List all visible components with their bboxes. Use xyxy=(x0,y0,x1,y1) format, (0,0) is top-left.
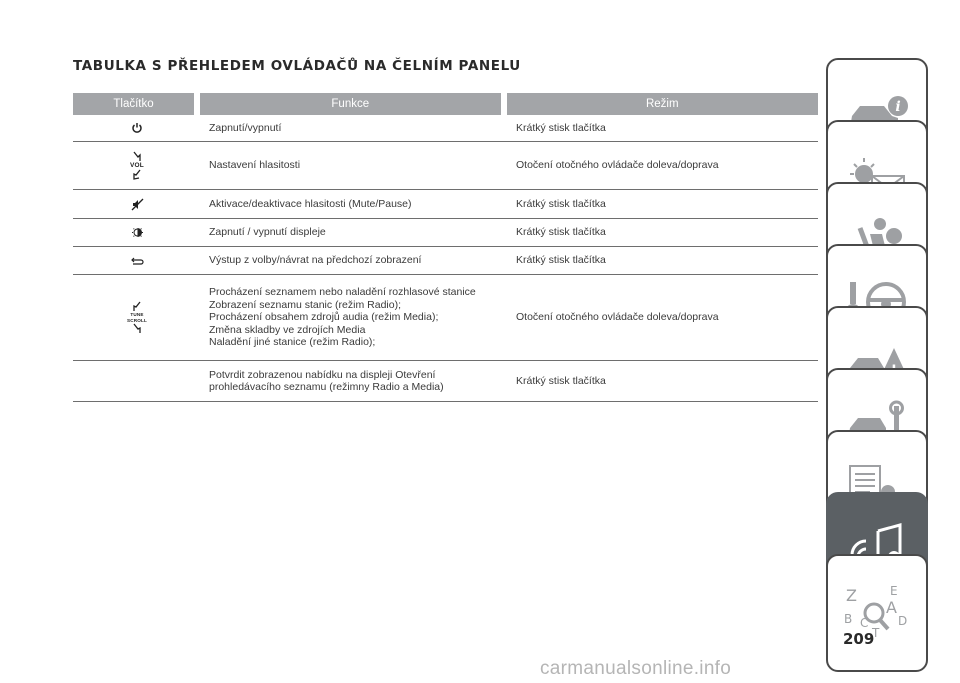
function-text: Potvrdit zobrazenou nabídku na displeji Otevření xyxy=(209,368,436,381)
table-row xyxy=(73,142,818,190)
function-text: Zobrazení seznamu stanic (režim Radio); xyxy=(209,298,401,311)
index-letter-a: A xyxy=(886,597,897,617)
function-text: Výstup z volby/návrat na předchozí zobrazení xyxy=(209,254,422,267)
index-letter-b: B xyxy=(844,611,853,626)
watermark: carmanualsonline.info xyxy=(540,658,732,679)
back-icon xyxy=(130,256,144,266)
power-icon xyxy=(131,122,143,134)
volume-knob-icon xyxy=(130,151,144,180)
function-text: Procházení obsahem zdrojů audia (režim Media); xyxy=(209,311,439,324)
table-row xyxy=(73,247,818,275)
scroll-label: SCROLL xyxy=(126,317,148,323)
tune-label: TUNE xyxy=(130,312,144,318)
mode-text: Krátký stisk tlačítka xyxy=(516,254,606,267)
function-text: Změna skladby ve zdrojích Media xyxy=(209,323,366,336)
index-letter-t: T xyxy=(872,625,880,639)
display-toggle-icon xyxy=(131,226,144,239)
mode-text: Krátký stisk tlačítka xyxy=(516,226,606,239)
function-text: Nastavení hlasitosti xyxy=(209,159,301,172)
svg-text:i: i xyxy=(895,98,901,115)
table-row xyxy=(73,115,818,142)
table-row xyxy=(73,190,818,219)
table-row xyxy=(73,361,818,402)
page-number: 209 xyxy=(843,630,875,648)
index-letter-e: E xyxy=(890,583,898,598)
index-letter-z: Z xyxy=(846,585,857,605)
mode-text: Krátký stisk tlačítka xyxy=(516,121,606,134)
function-text: Zapnutí / vypnutí displeje xyxy=(209,226,326,239)
mode-text: Krátký stisk tlačítka xyxy=(516,197,606,210)
header-button: Tlačítko xyxy=(113,98,154,110)
header-function: Funkce xyxy=(331,98,370,110)
table-row xyxy=(73,219,818,247)
function-text: Zapnutí/vypnutí xyxy=(209,121,282,134)
volume-label: VOL xyxy=(130,162,144,169)
mode-text: Krátký stisk tlačítka xyxy=(516,374,606,387)
page-title: TABULKA S PŘEHLEDEM OVLÁDAČŮ NA ČELNÍM PANELU xyxy=(73,58,521,74)
table-header xyxy=(73,93,818,115)
mode-text: Otočení otočného ovládače doleva/doprava xyxy=(516,159,719,172)
index-letter-c: C xyxy=(860,615,869,630)
controls-table xyxy=(73,93,818,402)
mute-icon xyxy=(131,198,144,211)
tab-index[interactable] xyxy=(826,554,928,672)
mode-text: Otočení otočného ovládače doleva/doprava xyxy=(516,311,719,324)
table-row xyxy=(73,275,818,361)
index-letter-d: D xyxy=(898,613,908,628)
tune-scroll-knob-icon xyxy=(127,301,147,333)
function-text: prohledávacího seznamu (režimny Radio a Media) xyxy=(209,381,444,393)
function-text: Procházení seznamem nebo naladění rozhlasové stanice xyxy=(209,286,476,299)
function-text: Naladění jiné stanice (režim Radio); xyxy=(209,336,376,349)
function-text: Aktivace/deaktivace hlasitosti (Mute/Pause) xyxy=(209,197,412,210)
header-mode: Režim xyxy=(645,98,679,110)
